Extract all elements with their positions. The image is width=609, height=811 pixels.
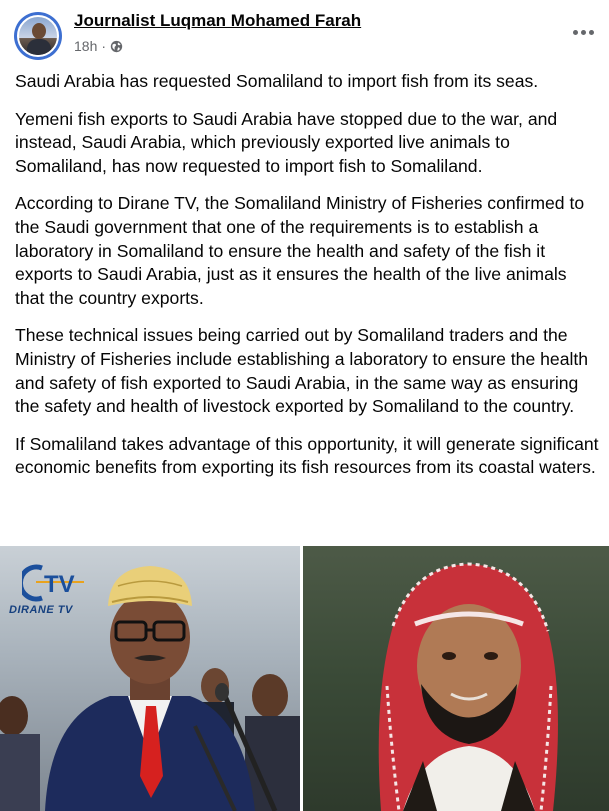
post-paragraph: Yemeni fish exports to Saudi Arabia have stopped due to the war, and instead, Saudi Arabia, which previously exported live animals to Somaliland, has now requested to import fish to Somaliland.: [15, 108, 558, 176]
author-avatar[interactable]: [14, 12, 62, 60]
more-horizontal-icon: [573, 30, 578, 35]
post-header: [0, 0, 609, 66]
photo-right[interactable]: [303, 546, 609, 811]
logo-mark-text: TV: [44, 571, 75, 598]
dirane-tv-label: DIRANE TV: [9, 604, 73, 616]
author-name-link[interactable]: Journalist Luqman Mohamed Farah: [74, 11, 362, 30]
meta-separator: ·: [101, 38, 107, 54]
prince-illustration: [303, 546, 609, 811]
post-paragraph: These technical issues being carried out by Somaliland traders and the Ministry of Fisheries include establishing a laboratory to ensure the health and safety of fish exported to Saudi Arabia, in the same way as ensuring the safety and health of livestock exported by Somaliland to the country.: [15, 325, 589, 417]
post-paragraph: If Somaliland takes advantage of this opportunity, it will generate significant economic benefits from exporting its fish resources from its coastal waters.: [15, 433, 599, 478]
post-timestamp[interactable]: 18h: [74, 38, 98, 54]
avatar-photo: [17, 15, 59, 57]
globe-icon[interactable]: [110, 40, 123, 53]
more-options-button[interactable]: [569, 18, 597, 46]
post-paragraph: Saudi Arabia has requested Somaliland to import fish from its seas.: [15, 71, 539, 91]
post-media[interactable]: [0, 546, 609, 811]
post-paragraph: According to Dirane TV, the Somaliland Ministry of Fisheries confirmed to the Saudi government that one of the requirements is to establish a laboratory in Somaliland to ensure the health and safety of the fish it exports to Saudi Arabia, just as it ensures the health of the live animals that the country exports.: [15, 193, 585, 308]
dirane-tv-logo: [22, 562, 92, 602]
post-meta: [74, 38, 123, 54]
photo-left[interactable]: [0, 546, 300, 811]
post-text: [15, 70, 600, 494]
